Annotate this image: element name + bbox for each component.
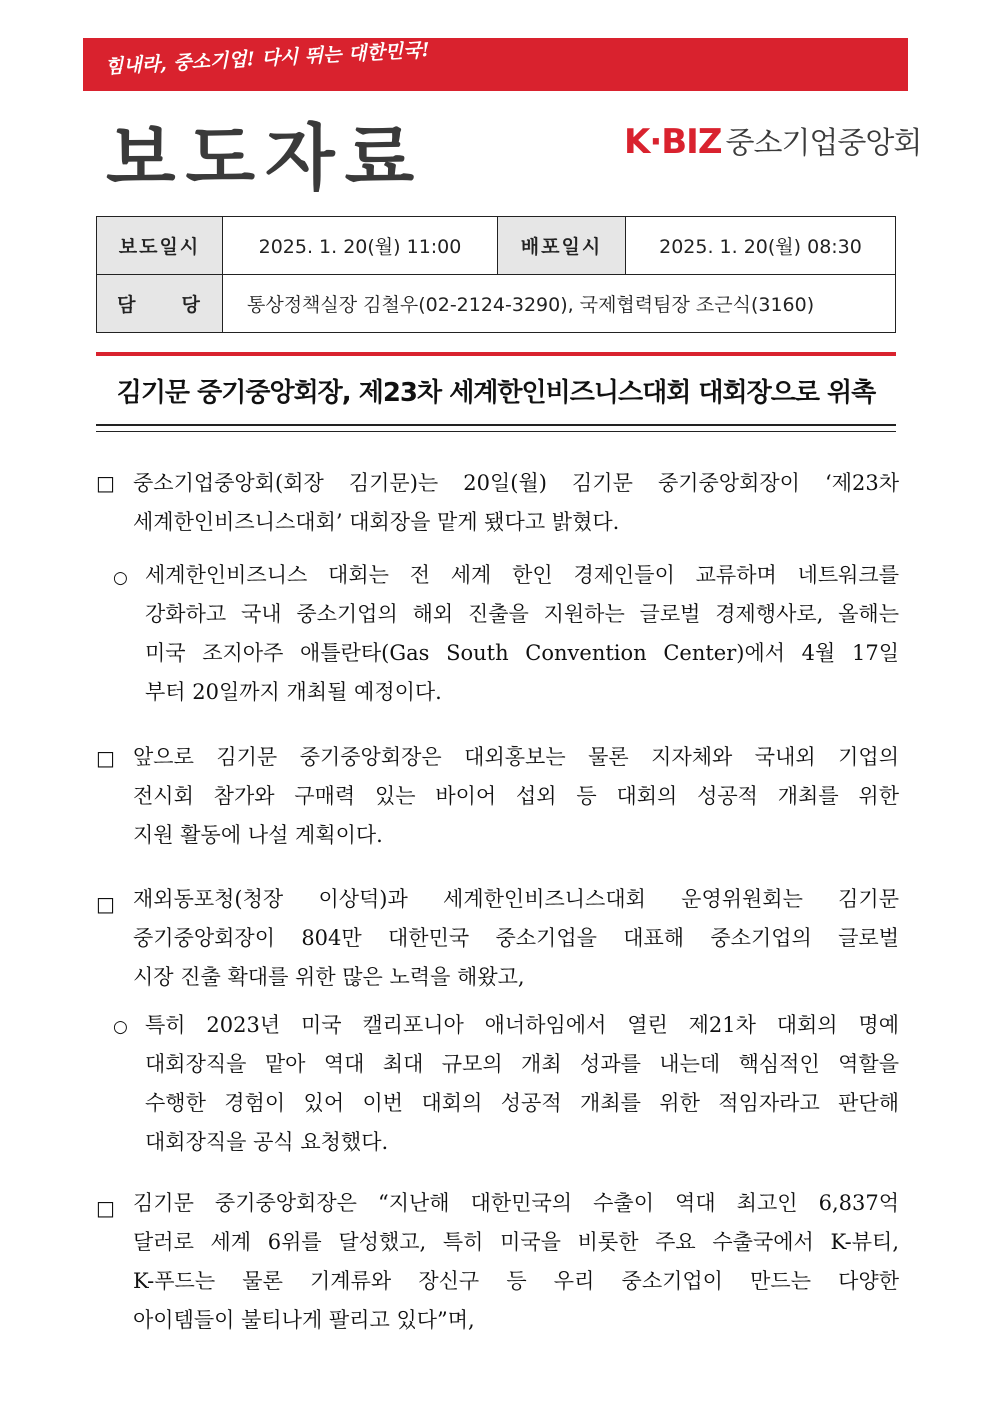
distribution-label: 배포일시	[498, 217, 626, 275]
contact-label	[97, 275, 223, 333]
paragraph-line: 아이템들이 불티나게 팔리고 있다”며,	[133, 1308, 475, 1332]
paragraph-line: 수행한 경험이 있어 이번 대회의 성공적 개최를 위한 적임자라고 판단해	[145, 1091, 899, 1115]
press-title: 김기문 중기중앙회장, 제23차 세계한인비즈니스대회 대회장으로 위촉	[116, 378, 876, 408]
distribution-value: 2025. 1. 20(월) 08:30	[626, 217, 896, 275]
paragraph-6	[133, 1184, 899, 1340]
kbiz-logo	[624, 118, 921, 162]
title-bottom-rule	[96, 424, 896, 426]
paragraph-5	[145, 1006, 899, 1162]
paragraph-line: 달러로 세계 6위를 달성했고, 특히 미국을 비롯한 주요 수출국에서 K-뷰티,	[133, 1230, 899, 1254]
paragraph-line: 세계한인비즈니스대회’ 대회장을 맡게 됐다고 밝혔다.	[133, 510, 620, 534]
paragraph-4	[133, 880, 899, 997]
paragraph-line: 시장 진출 확대를 위한 많은 노력을 해왔고,	[133, 965, 525, 989]
contact-label-1: 담	[117, 294, 138, 316]
paragraph-line: 재외동포청(청장 이상덕)과 세계한인비즈니스대회 운영위원회는 김기문	[133, 887, 899, 911]
banner-slogan: 힘내라, 중소기업! 다시 뛰는 대한민국!	[104, 38, 431, 78]
paragraph-line: 대회장직을 맡아 역대 최대 규모의 개최 성과를 내는데 핵심적인 역할을	[145, 1052, 899, 1076]
release-info-table	[96, 216, 896, 333]
paragraph-2	[145, 556, 899, 712]
paragraph-line: 중소기업중앙회(회장 김기문)는 20일(월) 김기문 중기중앙회장이 ‘제23차	[133, 471, 899, 495]
release-value: 2025. 1. 20(월) 11:00	[223, 217, 498, 275]
contact-value: 통상정책실장 김철우(02-2124-3290), 국제협력팀장 조근식(3160)	[223, 275, 896, 333]
square-bullet: □	[96, 1196, 115, 1220]
release-row	[97, 217, 896, 275]
paragraph-line: 대회장직을 공식 요청했다.	[145, 1130, 389, 1154]
release-label: 보도일시	[97, 217, 223, 275]
paragraph-1	[133, 464, 899, 542]
square-bullet: □	[96, 471, 115, 495]
contact-row	[97, 275, 896, 333]
top-banner	[83, 38, 908, 91]
logo-name: 중소기업중앙회	[725, 126, 922, 161]
paragraph-line: 지원 활동에 나설 계획이다.	[133, 823, 383, 847]
paragraph-line: K-푸드는 물론 기계류와 장신구 등 우리 중소기업이 만드는 다양한	[133, 1269, 899, 1293]
title-top-rule	[96, 352, 896, 356]
doc-type-heading: 보도자료	[106, 116, 425, 200]
paragraph-line: 강화하고 국내 중소기업의 해외 진출을 지원하는 글로벌 경제행사로, 올해는	[145, 602, 899, 626]
logo-mark: K·BIZ	[624, 122, 722, 162]
paragraph-line: 특히 2023년 미국 캘리포니아 애너하임에서 열린 제21차 대회의 명예	[145, 1013, 899, 1037]
paragraph-line: 중기중앙회장이 804만 대한민국 중소기업을 대표해 중소기업의 글로벌	[133, 926, 899, 950]
paragraph-line: 전시회 참가와 구매력 있는 바이어 섭외 등 대회의 성공적 개최를 위한	[133, 784, 899, 808]
title-bottom-rule-thin	[96, 431, 896, 432]
paragraph-line: 세계한인비즈니스 대회는 전 세계 한인 경제인들이 교류하며 네트워크를	[145, 563, 899, 587]
paragraph-3	[133, 738, 899, 855]
square-bullet: □	[96, 746, 115, 770]
paragraph-line: 김기문 중기중앙회장은 “지난해 대한민국의 수출이 역대 최고인 6,837억	[133, 1191, 899, 1215]
paragraph-line: 부터 20일까지 개최될 예정이다.	[145, 680, 442, 704]
circle-bullet: ○	[113, 568, 128, 588]
paragraph-line: 앞으로 김기문 중기중앙회장은 대외홍보는 물론 지자체와 국내외 기업의	[133, 745, 899, 769]
paragraph-line: 미국 조지아주 애틀란타(Gas South Convention Center)에서 4월 17일	[145, 641, 899, 665]
contact-label-2: 당	[181, 294, 202, 316]
square-bullet: □	[96, 892, 115, 916]
circle-bullet: ○	[113, 1017, 128, 1037]
